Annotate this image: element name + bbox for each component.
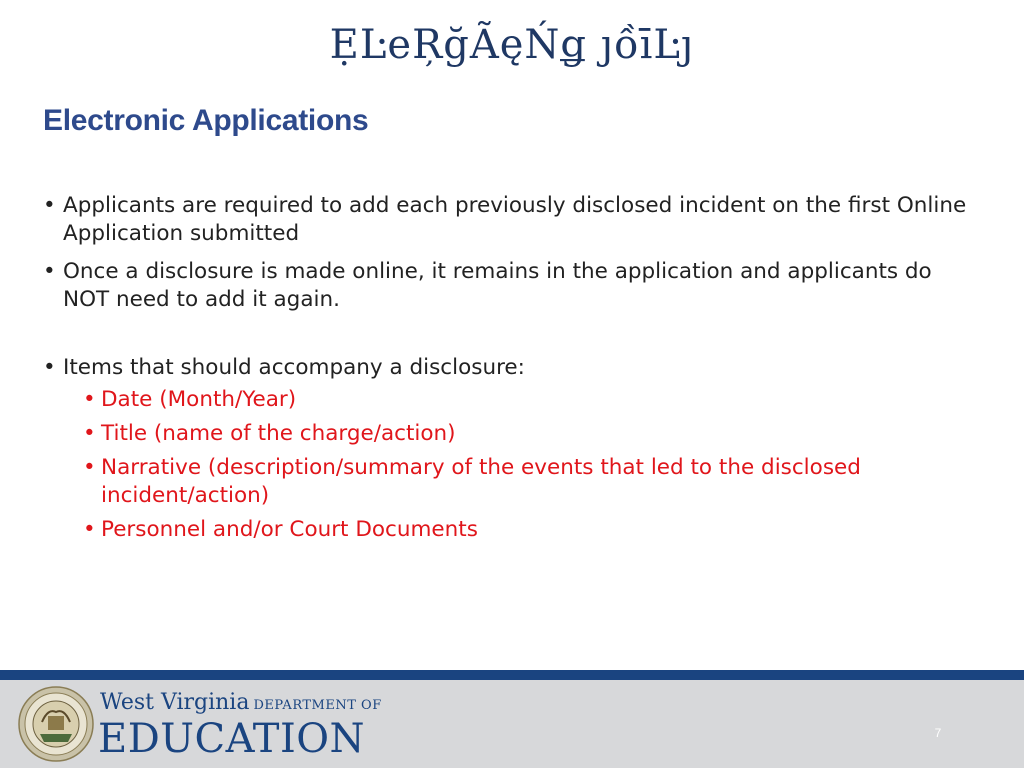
state-seal-icon — [18, 686, 94, 762]
logo-wordmark-education: EDUCATION — [98, 716, 366, 762]
sub-bullet-item: • Title (name of the charge/action) — [63, 420, 983, 448]
slide-title: ẸĿeŖğÃęŃǥ ȷồīĿȷ — [329, 22, 695, 68]
footer — [0, 680, 1024, 768]
footer-accent-band — [0, 670, 1024, 680]
sub-bullet-list — [63, 386, 983, 544]
bullet-item-label: Items that should accompany a disclosure: — [63, 355, 525, 380]
sub-bullet-item: • Narrative (description/summary of the events that led to the disclosed incident/action) — [63, 454, 983, 510]
bullet-item: • Once a disclosure is made online, it remains in the application and applicants do NOT need to add it again. — [43, 258, 983, 314]
logo-department-label: DEPARTMENT OF — [253, 698, 382, 713]
bullet-list — [43, 192, 983, 554]
bullet-item: • Applicants are required to add each previously disclosed incident on the first Online Application submitted — [43, 192, 983, 248]
section-heading: Electronic Applications — [43, 104, 369, 137]
page-number: 7 — [934, 726, 942, 740]
sub-bullet-item: • Personnel and/or Court Documents — [63, 516, 983, 544]
bullet-item-with-sublist — [43, 354, 983, 544]
logo-wordmark-top — [100, 690, 382, 715]
sub-bullet-item: • Date (Month/Year) — [63, 386, 983, 414]
logo-state-name: West Virginia — [100, 690, 250, 715]
